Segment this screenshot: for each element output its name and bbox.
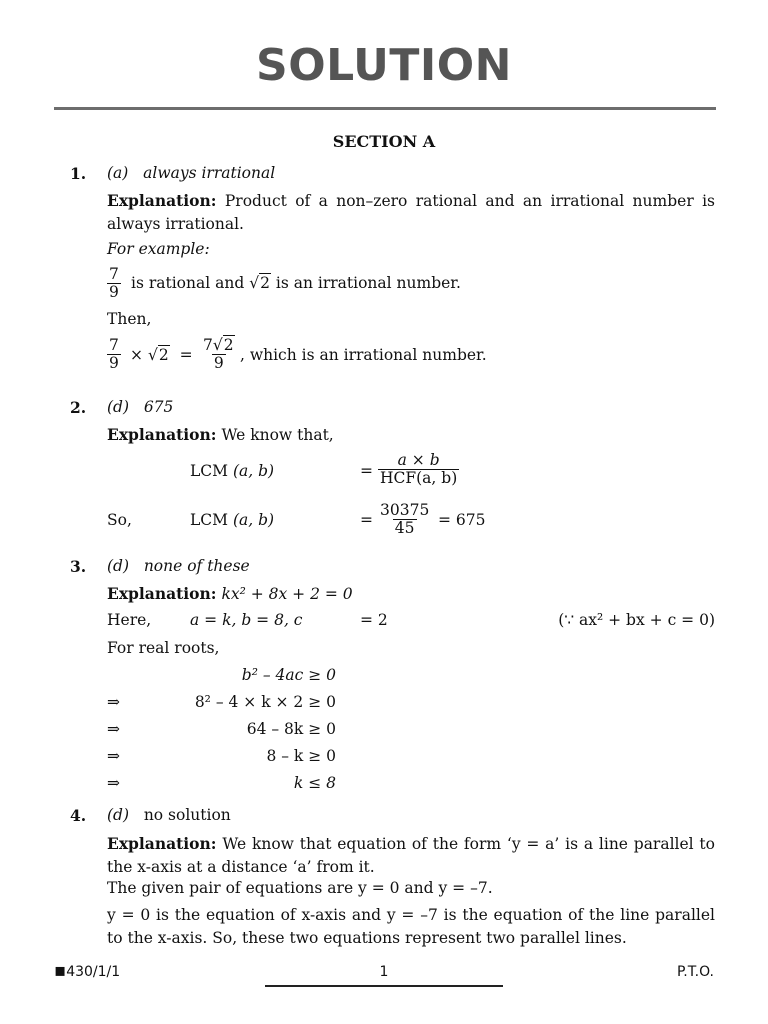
answer-line — [107, 164, 275, 182]
sqrt-symbol: √ — [249, 274, 260, 292]
explanation-label: Explanation: — [107, 191, 217, 210]
answer-option: (d) — [107, 806, 130, 824]
pto-label: P.T.O. — [677, 964, 714, 980]
explanation — [107, 584, 353, 603]
product-expression — [130, 346, 193, 364]
lcm-numerator: a × b — [397, 451, 440, 469]
discriminant-step-2: 8² – 4 × k × 2 ≥ 0 — [194, 693, 336, 711]
irrational-conclusion: , which is an irrational number. — [240, 346, 487, 364]
example-label: For example: — [107, 240, 210, 258]
result-coefficient: 7 — [203, 336, 213, 354]
lcm-label: LCM — [190, 511, 229, 529]
fraction-7-9-product — [107, 337, 121, 372]
lcm-value-label — [190, 511, 274, 529]
example-statement — [131, 274, 461, 292]
question-number: 1. — [70, 164, 87, 183]
answer-line — [107, 806, 231, 824]
implies-arrow: ⇒ — [107, 693, 120, 711]
lcm-formula-fraction — [378, 452, 459, 487]
fraction-numerator: 7 — [109, 336, 119, 354]
explanation-text: Product of a non–zero rational and an irrational number is always irrational. — [107, 192, 715, 233]
answer-line — [107, 557, 250, 575]
sqrt-radicand: 2 — [158, 346, 169, 364]
lcm-value-denominator: 45 — [394, 519, 415, 537]
question-number: 3. — [70, 557, 87, 576]
here-label: Here, — [107, 611, 152, 629]
result-numerator — [201, 337, 237, 354]
explanation-text: We know that, — [221, 426, 334, 444]
lcm-label: LCM — [190, 462, 229, 480]
standard-form-note: (∵ ax² + bx + c = 0) — [558, 611, 715, 629]
explanation — [107, 189, 715, 236]
sqrt-radicand: 2 — [223, 336, 234, 354]
result-denominator: 9 — [213, 354, 224, 372]
quadratic-equation: kx² + 8x + 2 = 0 — [221, 585, 353, 603]
times-sign: × — [130, 346, 143, 364]
given-equations: The given pair of equations are y = 0 and y = –7. — [107, 879, 493, 897]
equals-sign: = — [360, 462, 373, 480]
equals-sign: = — [360, 511, 373, 529]
sqrt-radicand: 2 — [260, 274, 270, 292]
section-heading: SECTION A — [332, 132, 436, 151]
sqrt-symbol: √ — [212, 336, 223, 354]
discriminant-step-1: b² – 4ac ≥ 0 — [241, 666, 336, 684]
page-title: SOLUTION — [256, 40, 512, 91]
answer-text: 675 — [143, 398, 174, 416]
explanation — [107, 425, 334, 444]
implies-arrow: ⇒ — [107, 720, 120, 738]
then-label: Then, — [107, 310, 152, 328]
paper-code-text: 430/1/1 — [66, 964, 121, 980]
answer-option: (d) — [107, 398, 130, 416]
lcm-args: (a, b) — [232, 462, 275, 480]
conclusion: y = 0 is the equation of x-axis and y = –7 is the equation of the line parallel to the x-axis. So, these two equations represent two parallel lines. — [107, 906, 715, 947]
answer-line — [107, 398, 173, 416]
coefficient-c-value: = 2 — [360, 611, 388, 629]
question-number: 4. — [70, 806, 87, 825]
example-text-a: is rational and — [131, 274, 245, 292]
bullet-icon: ▪ — [54, 960, 67, 981]
real-roots-label: For real roots, — [107, 639, 220, 657]
title-divider — [54, 107, 716, 110]
so-label: So, — [107, 511, 132, 529]
discriminant-step-3: 64 – 8k ≥ 0 — [246, 720, 336, 738]
result-fraction — [201, 337, 237, 372]
lcm-formula-label — [190, 462, 274, 480]
explanation — [107, 832, 715, 879]
discriminant-step-5: k ≤ 8 — [293, 774, 336, 792]
answer-text: always irrational — [143, 164, 276, 182]
implies-arrow: ⇒ — [107, 747, 120, 765]
equals-sign: = — [179, 346, 193, 364]
discriminant-step-4: 8 – k ≥ 0 — [266, 747, 336, 765]
answer-text: none of these — [143, 557, 250, 575]
lcm-denominator: HCF(a, b) — [380, 469, 458, 487]
coefficients: a = k, b = 8, c — [190, 611, 303, 629]
example-text-b: is an irrational number. — [275, 274, 461, 292]
sqrt-symbol: √ — [147, 346, 158, 364]
answer-option: (d) — [107, 557, 130, 575]
explanation-text: We know that equation of the form ‘y = a’ is a line parallel to the x-axis at a distance ‘a’ from it. — [107, 835, 715, 876]
page-number-underline — [265, 985, 503, 987]
answer-option: (a) — [107, 164, 129, 182]
lcm-args: (a, b) — [232, 511, 275, 529]
lcm-value-fraction — [378, 502, 431, 537]
fraction-numerator: 7 — [109, 265, 119, 283]
sqrt-2 — [249, 274, 271, 292]
answer-text: no solution — [143, 806, 231, 824]
explanation-label: Explanation: — [107, 584, 217, 603]
implies-arrow: ⇒ — [107, 774, 120, 792]
fraction-denominator: 9 — [109, 354, 119, 372]
sqrt-2 — [148, 346, 170, 364]
fraction-7-9 — [107, 266, 121, 301]
question-number: 2. — [70, 398, 87, 417]
lcm-value-numerator: 30375 — [380, 501, 430, 519]
explanation-label: Explanation: — [107, 425, 217, 444]
page-number: 1 — [379, 964, 389, 980]
fraction-denominator: 9 — [109, 283, 119, 301]
explanation-label: Explanation: — [107, 834, 217, 853]
lcm-result: = 675 — [438, 511, 486, 529]
